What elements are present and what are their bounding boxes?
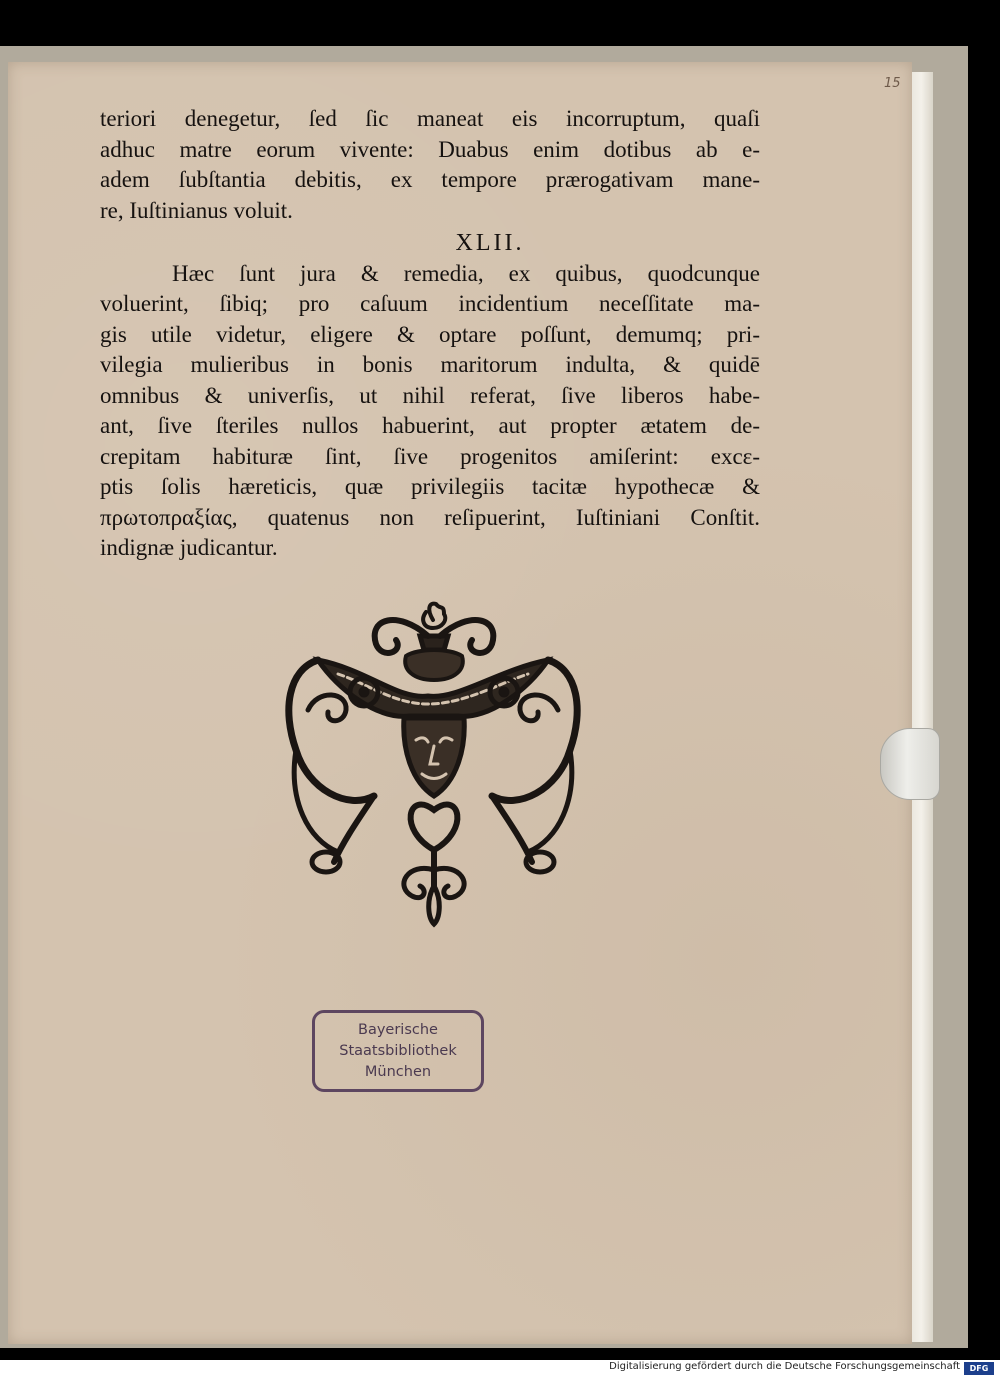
text-line: vilegia mulieribus in bonis maritorum indulta, & quidē xyxy=(100,352,760,377)
stamp-line: München xyxy=(364,1064,432,1080)
text-line: gis utile videtur, eligere & optare poſſunt, demumq; pri- xyxy=(100,321,760,347)
text-line: omnibus & univerſis, ut nihil referat, ſive liberos habe- xyxy=(100,382,760,408)
text-line: Hæc ſunt jura & remedia, ex quibus, quodcunque xyxy=(172,260,760,286)
text-line: ant, ſive ſteriles nullos habuerint, aut propter ætatem de- xyxy=(100,413,760,438)
text-line: πρωτοπραξίας, quatenus non reſipuerint, Iuſtiniani Conſtit. xyxy=(100,504,760,530)
footer-credit: Digitalisierung gefördert durch die Deutsche Forschungsgemeinschaft xyxy=(609,1361,960,1372)
paper-clip xyxy=(880,728,940,800)
stamp-line: Staatsbibliothek xyxy=(339,1043,457,1059)
text-line: indignæ judicantur. xyxy=(100,535,278,560)
text-line: voluerint, ſibiq; pro caſuum incidentium neceſſitate ma- xyxy=(100,291,760,316)
body-text xyxy=(100,104,760,564)
text-line: adhuc matre eorum vivente: Duabus enim dotibus ab e- xyxy=(100,136,760,162)
text-line: adem ſubſtantia debitis, ex tempore prærogativam mane- xyxy=(100,167,760,192)
footer-bar xyxy=(0,1360,1000,1377)
text-line: re, Iuſtinianus voluit. xyxy=(100,197,293,223)
stamp-line: Bayerische xyxy=(358,1022,438,1038)
text-line: crepitam habituræ ſint, ſive progenitos amiſerint: excε- xyxy=(100,443,760,469)
text-line: ptis ſolis hæreticis, quæ privilegiis tacitæ hypothecæ & xyxy=(100,474,760,499)
folio-number: 15 xyxy=(884,76,901,91)
dfg-logo: DFG xyxy=(964,1362,994,1375)
woodcut-ornament xyxy=(278,600,588,930)
text-line: teriori denegetur, ſed ſic maneat eis incorruptum, quaſi xyxy=(100,106,760,131)
section-heading: XLII. xyxy=(455,230,525,256)
library-stamp xyxy=(312,1010,484,1092)
